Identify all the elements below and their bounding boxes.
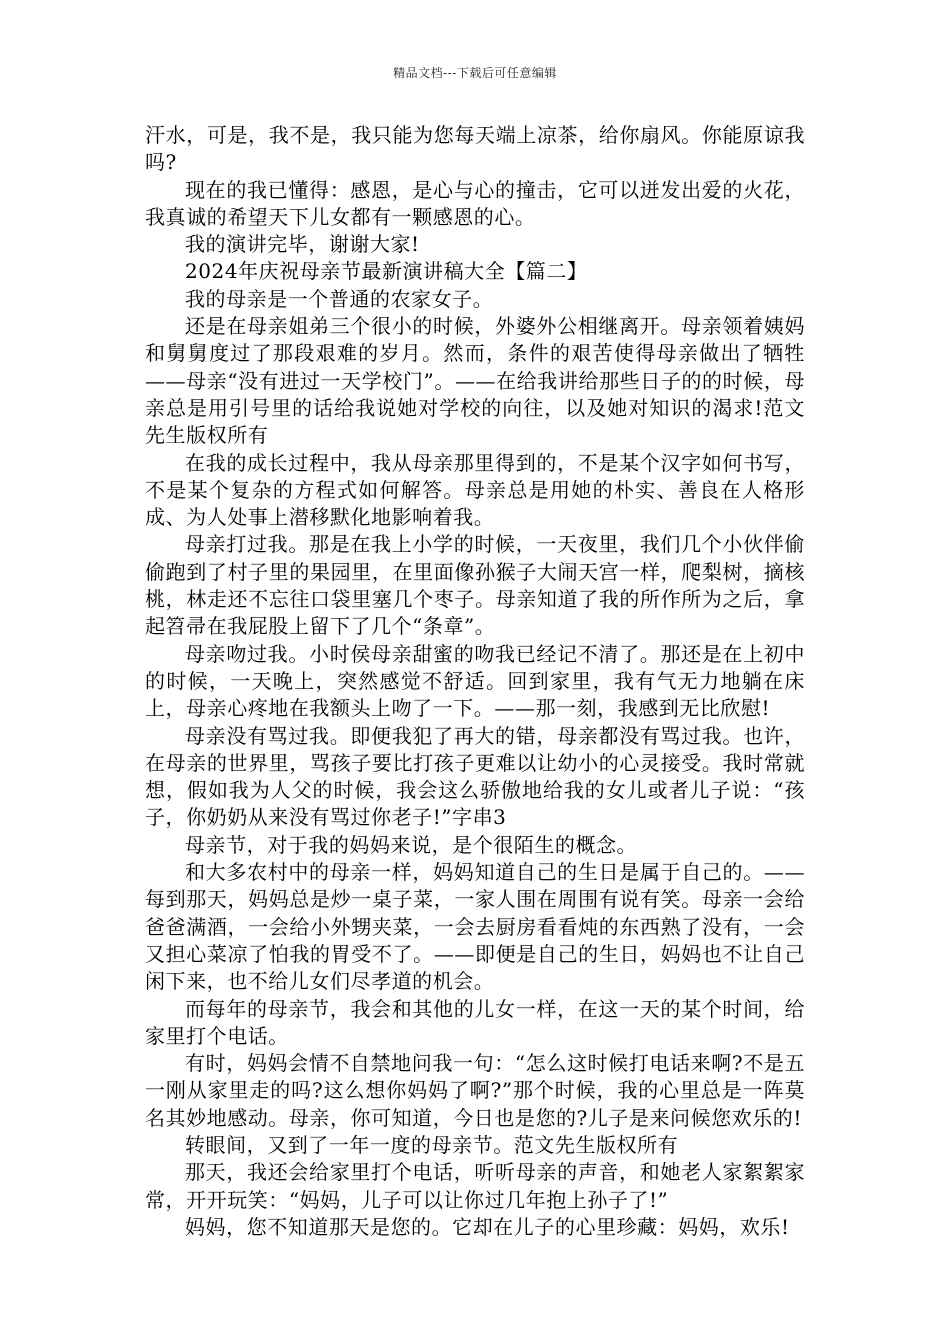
- paragraph-continued: 汗水，可是，我不是，我只能为您每天端上凉茶，给你扇风。你能原谅我吗?: [145, 123, 805, 175]
- paragraph: 转眼间，又到了一年一度的母亲节。范文先生版权所有: [185, 1132, 679, 1157]
- paragraph: 我的演讲完毕，谢谢大家!: [185, 232, 420, 257]
- paragraph: 还是在母亲姐弟三个很小的时候，外婆外公相继离开。母亲领着姨妈和舅舅度过了那段艰难的岁月。然而，条件的艰苦使得母亲做出了牺牲——母亲“没有进过一天学校门”。——在给我讲给那些日子的的时候，母亲总是用引号里的话给我说她对学校的向往，以及她对知识的渴求!范文先生版权所有: [145, 314, 805, 448]
- paragraph: 在我的成长过程中，我从母亲那里得到的，不是某个汉字如何书写，不是某个复杂的方程式如何解答。母亲总是用她的朴实、善良在人格形成、为人处事上潜移默化地影响着我。: [145, 450, 805, 530]
- paragraph: 而每年的母亲节，我会和其他的儿女一样，在这一天的某个时间，给家里打个电话。: [145, 996, 805, 1048]
- section-title: 2024年庆祝母亲节最新演讲稿大全【篇二】: [185, 259, 588, 284]
- paragraph: 和大多农村中的母亲一样，妈妈知道自己的生日是属于自己的。——每到那天，妈妈总是炒一桌子菜，一家人围在周围有说有笑。母亲一会给爸爸满酒，一会给小外甥夹菜，一会去厨房看看炖的东西熟了没有，一会又担心菜凉了怕我的胃受不了。——即便是自己的生日，妈妈也不让自己闲下来，也不给儿女们尽孝道的机会。: [145, 860, 805, 994]
- paragraph: 我的母亲是一个普通的农家女子。: [185, 286, 494, 311]
- paragraph: 有时，妈妈会情不自禁地问我一句：“怎么这时候打电话来啊?不是五一刚从家里走的吗?这么想你妈妈了啊?”那个时候，我的心里总是一阵莫名其妙地感动。母亲，你可知道，今日也是您的?儿子是来问候您欢乐的!: [145, 1051, 805, 1130]
- paragraph: 母亲没有骂过我。即便我犯了再大的错，母亲都没有骂过我。也许，在母亲的世界里，骂孩子要比打孩子更难以让幼小的心灵接受。我时常就想，假如我为人父的时候，我会这么骄傲地给我的女儿或者儿子说：“孩子，你奶奶从来没有骂过你老子!”字串3: [145, 723, 805, 830]
- document-body: [145, 122, 805, 1241]
- paragraph: 母亲打过我。那是在我上小学的时候，一天夜里，我们几个小伙伴偷偷跑到了村子里的果园里，在里面像孙猴子大闹天宫一样，爬梨树，摘核桃，林走还不忘往口袋里塞几个枣子。母亲知道了我的所作所为之后，拿起笤帚在我屁股上留下了几个“条章”。: [145, 532, 805, 639]
- paragraph: 母亲吻过我。小时侯母亲甜蜜的吻我已经记不清了。那还是在上初中的时候，一天晚上，突然感觉不舒适。回到家里，我有气无力地躺在床上，母亲心疼地在我额头上吻了一下。——那一刻，我感到无比欣慰!: [145, 641, 805, 721]
- paragraph: 妈妈，您不知道那天是您的。它却在儿子的心里珍藏：妈妈，欢乐!: [185, 1214, 790, 1239]
- paragraph: 现在的我已懂得：感恩，是心与心的撞击，它可以迸发出爱的火花，我真诚的希望天下儿女都有一颗感恩的心。: [145, 177, 805, 229]
- paragraph: 母亲节，对于我的妈妈来说，是个很陌生的概念。: [185, 832, 638, 857]
- page-header: 精品文档---下载后可任意编辑: [393, 66, 557, 80]
- paragraph: 那天，我还会给家里打个电话，听听母亲的声音，和她老人家絮絮家常，开开玩笑：“妈妈，儿子可以让你过几年抱上孙子了!”: [145, 1160, 805, 1212]
